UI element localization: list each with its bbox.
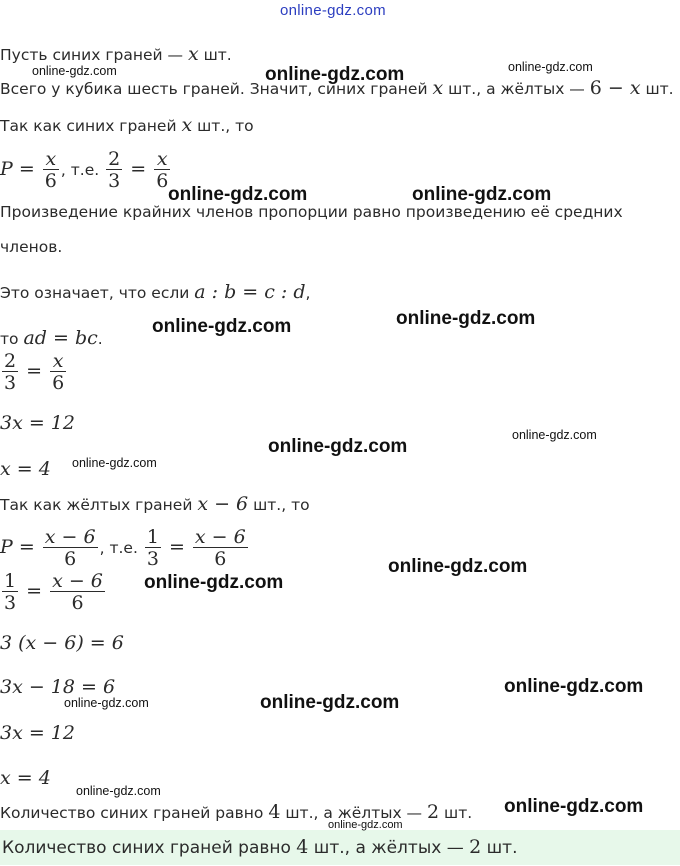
- math-expr: ad = bc: [23, 327, 98, 349]
- math-var: x: [432, 77, 444, 99]
- fraction-denominator: 6: [214, 548, 227, 570]
- watermark: online-gdz.com: [76, 784, 161, 798]
- text: Количество синих граней равно: [0, 804, 269, 822]
- fraction-denominator: 3: [146, 548, 159, 570]
- fraction-denominator: 3: [4, 592, 17, 614]
- text-line-4: Произведение крайних членов пропорции равно произведению её средних: [0, 203, 623, 221]
- math-number: 4: [296, 836, 309, 858]
- text: шт.: [481, 838, 518, 858]
- watermark: online-gdz.com: [328, 819, 403, 831]
- text: Количество синих граней равно: [2, 838, 297, 858]
- watermark: online-gdz.com: [412, 184, 552, 205]
- watermark: online-gdz.com: [508, 60, 593, 74]
- fraction-denominator: 6: [71, 592, 84, 614]
- equation-line: 3x − 18 = 6: [0, 676, 116, 698]
- fraction: [50, 572, 105, 613]
- fraction-denominator: 6: [156, 170, 169, 192]
- fraction-denominator: 6: [64, 548, 77, 570]
- equation-probability-yellow: [0, 528, 250, 569]
- fraction-numerator: x − 6: [44, 526, 96, 548]
- text-line-3: [0, 115, 254, 136]
- text: .: [97, 330, 103, 348]
- text: то: [0, 330, 24, 348]
- text: Это означает, что если: [0, 284, 195, 302]
- fraction-numerator: x: [154, 150, 170, 170]
- fraction-numerator: x − 6: [194, 526, 246, 548]
- watermark: online-gdz.com: [32, 64, 117, 78]
- equation-proportion-blue: [0, 352, 68, 393]
- fraction-denominator: 3: [108, 170, 121, 192]
- answer-box: [0, 830, 680, 865]
- fraction-numerator: 2: [108, 148, 121, 170]
- math-op: =: [124, 158, 153, 180]
- fraction-numerator: x: [50, 352, 66, 372]
- math-expr: a : b = c : d: [194, 281, 306, 303]
- text: , т.е.: [60, 161, 105, 179]
- equation-line: 3x = 12: [0, 412, 75, 434]
- math-number: 2: [469, 836, 482, 858]
- text: шт., то: [248, 496, 310, 514]
- fraction: [106, 150, 122, 191]
- watermark: online-gdz.com: [152, 316, 292, 337]
- fraction-denominator: 3: [4, 372, 17, 394]
- text: шт.: [198, 46, 232, 64]
- text: Пусть синих граней —: [0, 46, 188, 64]
- math-var: P: [0, 158, 13, 180]
- answer-text: [0, 830, 680, 866]
- equation-line: x = 4: [0, 458, 51, 480]
- equation-probability-blue: [0, 150, 172, 191]
- top-watermark: online-gdz.com: [280, 2, 386, 19]
- math-number: 2: [426, 801, 440, 823]
- text-line-7: [0, 328, 103, 349]
- equation-line: x = 4: [0, 767, 51, 789]
- text: шт.: [439, 804, 473, 822]
- fraction: [50, 352, 66, 393]
- watermark: online-gdz.com: [396, 308, 536, 329]
- math-op: =: [162, 536, 191, 558]
- fraction-denominator: 6: [44, 170, 57, 192]
- equation-line: 3x = 12: [0, 722, 75, 744]
- equation-proportion-yellow: [0, 572, 107, 613]
- math-op: =: [12, 158, 41, 180]
- text: Так как синих граней: [0, 117, 182, 135]
- text: шт.: [640, 80, 674, 98]
- watermark: online-gdz.com: [168, 184, 308, 205]
- math-var: P: [0, 536, 13, 558]
- math-expr: x − 6: [197, 493, 249, 515]
- fraction-numerator: x − 6: [52, 570, 103, 592]
- text: Всего у кубика шесть граней. Значит, синих граней: [0, 80, 433, 98]
- equation-line: 3 (x − 6) = 6: [0, 632, 124, 654]
- fraction-numerator: 1: [146, 526, 159, 548]
- fraction: [43, 150, 59, 191]
- fraction: [2, 352, 18, 393]
- text: шт., то: [192, 117, 254, 135]
- math-var: x: [181, 114, 193, 136]
- math-var: x: [629, 77, 641, 99]
- fraction-numerator: x: [43, 150, 59, 170]
- watermark: online-gdz.com: [64, 696, 149, 710]
- text: шт., а жёлтых —: [443, 80, 590, 98]
- text: шт., а жёлтых —: [280, 804, 427, 822]
- watermark: online-gdz.com: [504, 676, 644, 697]
- text-line-8: [0, 494, 310, 515]
- math-op: =: [12, 536, 41, 558]
- math-var: x: [187, 43, 199, 65]
- text: Так как жёлтых граней: [0, 496, 198, 514]
- math-expr: 6 −: [589, 77, 630, 99]
- fraction-numerator: 2: [4, 350, 17, 372]
- math-op: =: [20, 360, 49, 382]
- math-number: 4: [268, 801, 281, 823]
- fraction: [145, 528, 161, 569]
- text-line-6: [0, 282, 310, 303]
- watermark: online-gdz.com: [72, 456, 157, 470]
- math-op: =: [20, 580, 49, 602]
- text-line-1: [0, 44, 232, 65]
- text: ,: [305, 284, 311, 302]
- fraction-numerator: 1: [4, 570, 17, 592]
- watermark: online-gdz.com: [388, 556, 528, 577]
- watermark: online-gdz.com: [512, 428, 597, 442]
- fraction: [43, 528, 98, 569]
- watermark: online-gdz.com: [265, 64, 405, 85]
- watermark: online-gdz.com: [268, 436, 408, 457]
- text: , т.е.: [99, 539, 143, 557]
- text-line-5: членов.: [0, 238, 63, 256]
- fraction: [2, 572, 18, 613]
- fraction: [193, 528, 248, 569]
- watermark: online-gdz.com: [144, 572, 284, 593]
- watermark: online-gdz.com: [260, 692, 400, 713]
- text: шт., а жёлтых —: [308, 838, 470, 858]
- fraction-denominator: 6: [52, 372, 65, 394]
- watermark: online-gdz.com: [504, 796, 644, 817]
